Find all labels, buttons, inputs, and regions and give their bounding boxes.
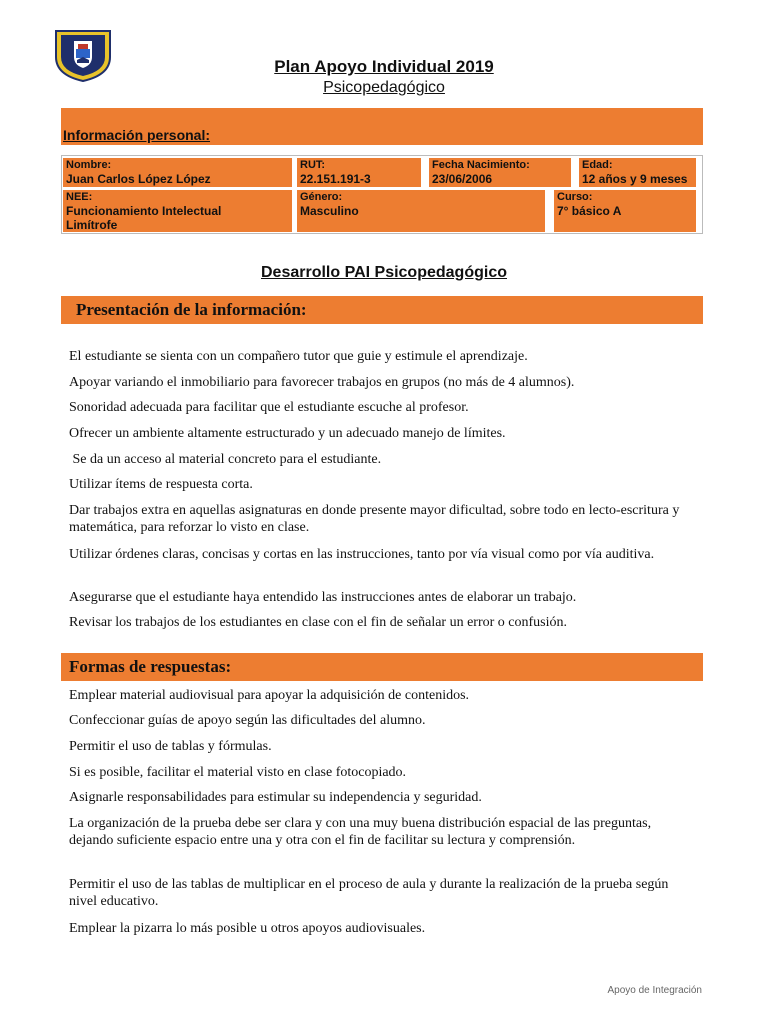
response-item: Permitir el uso de tablas y fórmulas. xyxy=(69,739,272,754)
response-item: Asignarle responsabilidades para estimular su independencia y seguridad. xyxy=(69,790,482,805)
field-value: Masculino xyxy=(300,204,359,218)
presentation-item: Utilizar ítems de respuesta corta. xyxy=(69,477,253,492)
field-value: 22.151.191-3 xyxy=(300,172,371,186)
document-subtitle: Psicopedagógico xyxy=(323,79,445,96)
field-label: RUT: xyxy=(300,159,326,171)
presentation-heading: Presentación de la información: xyxy=(76,300,307,319)
presentation-item: Apoyar variando el inmobiliario para favorecer trabajos en grupos (no más de 4 alumnos). xyxy=(69,375,575,390)
field-label: Nombre: xyxy=(66,159,112,171)
field-curso xyxy=(554,190,696,232)
response-item: Confeccionar guías de apoyo según las dificultades del alumno. xyxy=(69,713,426,728)
personal-info-table xyxy=(61,155,703,234)
field-value: 7° básico A xyxy=(557,204,622,218)
field-genero xyxy=(297,190,545,232)
presentation-item: Ofrecer un ambiente altamente estructurado y un adecuado manejo de límites. xyxy=(69,426,506,441)
field-nombre xyxy=(63,158,292,187)
response-item: La organización de la prueba debe ser clara y con una muy buena distribución espacial de las preguntas, dejando suficiente espacio entre una y otra con el fin de facilitar su lectura y comprensión. xyxy=(69,816,652,848)
field-fecha-nacimiento xyxy=(429,158,571,187)
field-value: 23/06/2006 xyxy=(432,172,493,186)
field-nee xyxy=(63,190,292,232)
presentation-header xyxy=(61,296,703,324)
personal-info-heading: Información personal: xyxy=(63,127,211,143)
field-label: NEE: xyxy=(66,191,93,203)
field-value: Funcionamiento Intelectual xyxy=(66,204,222,218)
field-label: Género: xyxy=(300,191,343,203)
responses-heading: Formas de respuestas: xyxy=(69,657,232,676)
presentation-item: Sonoridad adecuada para facilitar que el estudiante escuche al profesor. xyxy=(69,400,469,415)
field-rut xyxy=(297,158,421,187)
field-label: Edad: xyxy=(582,159,613,171)
responses-header xyxy=(61,653,703,681)
document-title: Plan Apoyo Individual 2019 xyxy=(274,57,494,76)
presentation-item: Se da un acceso al material concreto para el estudiante. xyxy=(69,452,382,467)
personal-info-header xyxy=(61,108,703,145)
page-footer: Apoyo de Integración xyxy=(607,985,702,996)
field-label: Curso: xyxy=(557,191,593,203)
response-item: Permitir el uso de las tablas de multiplicar en el proceso de aula y durante la realización de la prueba según nivel educativo. xyxy=(69,877,669,909)
presentation-item: Asegurarse que el estudiante haya entendido las instrucciones antes de elaborar un trabajo. xyxy=(69,590,577,605)
response-item: Si es posible, facilitar el material visto en clase fotocopiado. xyxy=(69,765,407,780)
field-value: Juan Carlos López López xyxy=(66,172,211,186)
field-value: 12 años y 9 meses xyxy=(582,172,688,186)
response-item: Emplear la pizarra lo más posible u otros apoyos audiovisuales. xyxy=(69,921,426,936)
presentation-item: Utilizar órdenes claras, concisas y cortas en las instrucciones, tanto por vía visual como por vía auditiva. xyxy=(69,547,655,562)
field-edad xyxy=(579,158,696,187)
presentation-item: El estudiante se sienta con un compañero tutor que guie y estimule el aprendizaje. xyxy=(69,349,528,364)
development-title: Desarrollo PAI Psicopedagógico xyxy=(261,264,507,281)
presentation-item: Dar trabajos extra en aquellas asignaturas en donde presente mayor dificultad, sobre todo en lecto-escritura y matemática, para reforzar lo visto en clase. xyxy=(69,503,680,535)
field-value: Limítrofe xyxy=(66,218,118,232)
field-label: Fecha Nacimiento: xyxy=(432,159,530,171)
response-item: Emplear material audiovisual para apoyar la adquisición de contenidos. xyxy=(69,688,470,703)
presentation-item: Revisar los trabajos de los estudiantes en clase con el fin de señalar un error o confusión. xyxy=(69,615,568,630)
